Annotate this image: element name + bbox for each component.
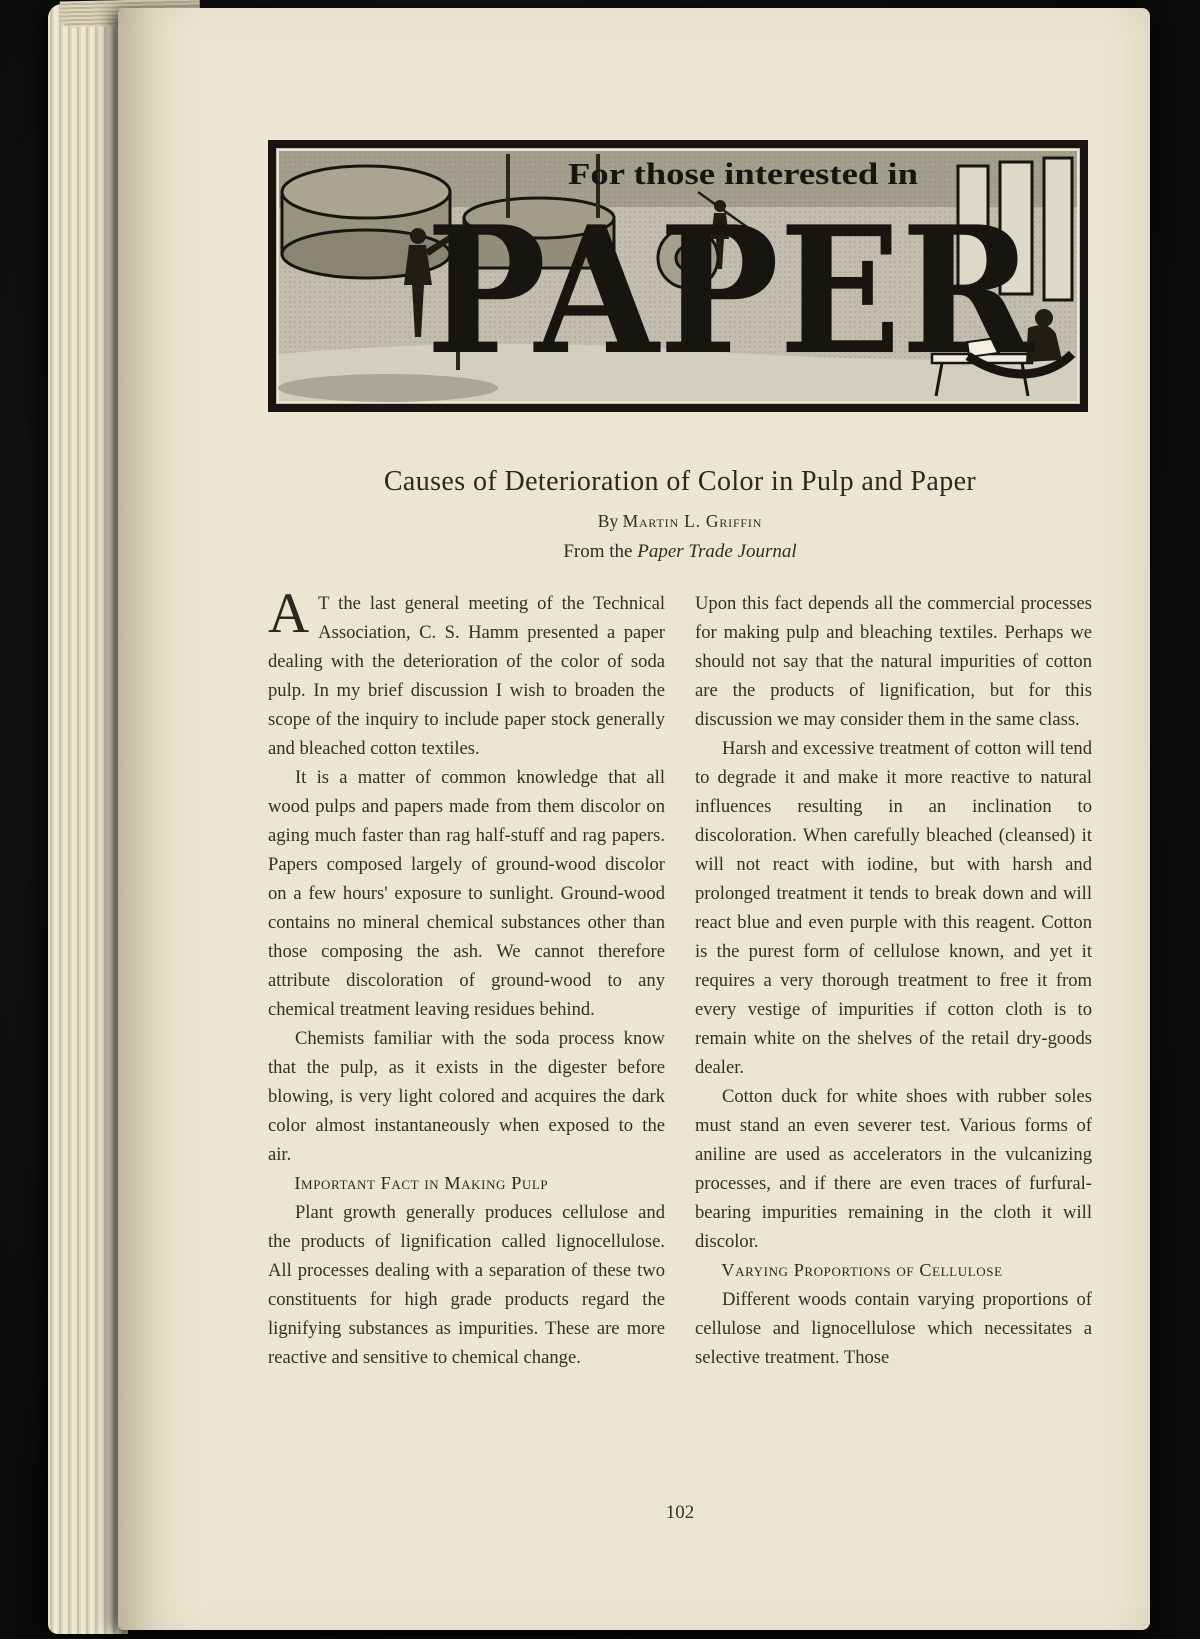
paragraph: Upon this fact depends all the commercial processes for making pulp and bleaching textiles. Perhaps we should not say that the natural impurities of cotton are the products of lignification, but for this discussion we may consider them in the same class. [695,593,1092,730]
page-number: 102 [665,1502,695,1523]
paragraph: It is a matter of common knowledge that all wood pulps and papers made from them discolor on aging much faster than rag half-stuff and rag papers. Papers composed largely of ground-wood discolor on a few hours' exposure to sunlight. Ground-wood contains no mineral chemical substances other than those composing the ash. We cannot therefore attribute discoloration of ground-wood to any chemical treatment leaving residues behind. [268,767,665,1020]
paragraph: A T the last general meeting of the Technical Association, C. S. Hamm presented a paper dealing with the deterioration of the color of soda pulp. In my brief discussion I wish to broaden the scope of the inquiry to include paper stock generally and bleached cotton textiles. [268,582,665,759]
byline-prefix: By [597,511,623,531]
left-column [268,582,665,1372]
paragraph: Chemists familiar with the soda process know that the pulp, as it exists in the digester before blowing, is very light colored and acquires the dark color almost instantaneously when exposed to the air. [268,1028,665,1165]
paragraph: Plant growth generally produces cellulose and the products of lignification called lignocellulose. All processes dealing with a separation of these two constituents for high grade products regard the lignifying substances as impurities. These are more reactive and sensitive to chemical change. [268,1202,665,1368]
book-page-edges [48,4,128,1634]
source-line [268,541,1092,563]
section-heading-varying-proportions: Varying Proportions of Cellulose [721,1260,1003,1280]
drop-cap: A [268,582,310,645]
byline [268,511,1092,532]
article-title: Causes of Deterioration of Color in Pulp and Paper [383,466,977,497]
paragraph: Different woods contain varying proportions of cellulose and lignocellulose which necessitates a selective treatment. Those [695,1289,1092,1368]
byline-author-name: Martin L. Griffin [622,511,763,531]
source-prefix: From the [563,541,638,562]
banner-word-paper: PAPER [426,189,1036,394]
magazine-page [118,8,1150,1630]
paragraph: Cotton duck for white shoes with rubber soles must stand an even severer test. Various forms of aniline are used as accelerators in the vulcanizing processes, and if there are even traces of furfural-bearing impurities remaining in the cloth it will discolor. [695,1086,1092,1252]
page-content [118,8,1150,1630]
right-column [695,589,1092,1372]
banner-tagline: For those interested in [568,156,918,191]
body-columns [268,582,1092,1372]
journal-name: Paper Trade Journal [637,541,797,562]
paragraph: Harsh and excessive treatment of cotton will tend to degrade it and make it more reactive to natural influences resulting in an inclination to discoloration. When carefully bleached (cleansed) it will not react with iodine, but with harsh and prolonged treatment it tends to break down and will react blue and even purple with this reagent. Cotton is the purest form of cellulose known, and yet it requires a very thorough treatment to free it from every vestige of impurities if cotton cloth is to remain white on the shelves of the retail dry-goods dealer. [695,738,1092,1078]
section-heading-important-fact: Important Fact in Making Pulp [294,1173,549,1193]
paper-banner-illustration [268,140,1088,412]
